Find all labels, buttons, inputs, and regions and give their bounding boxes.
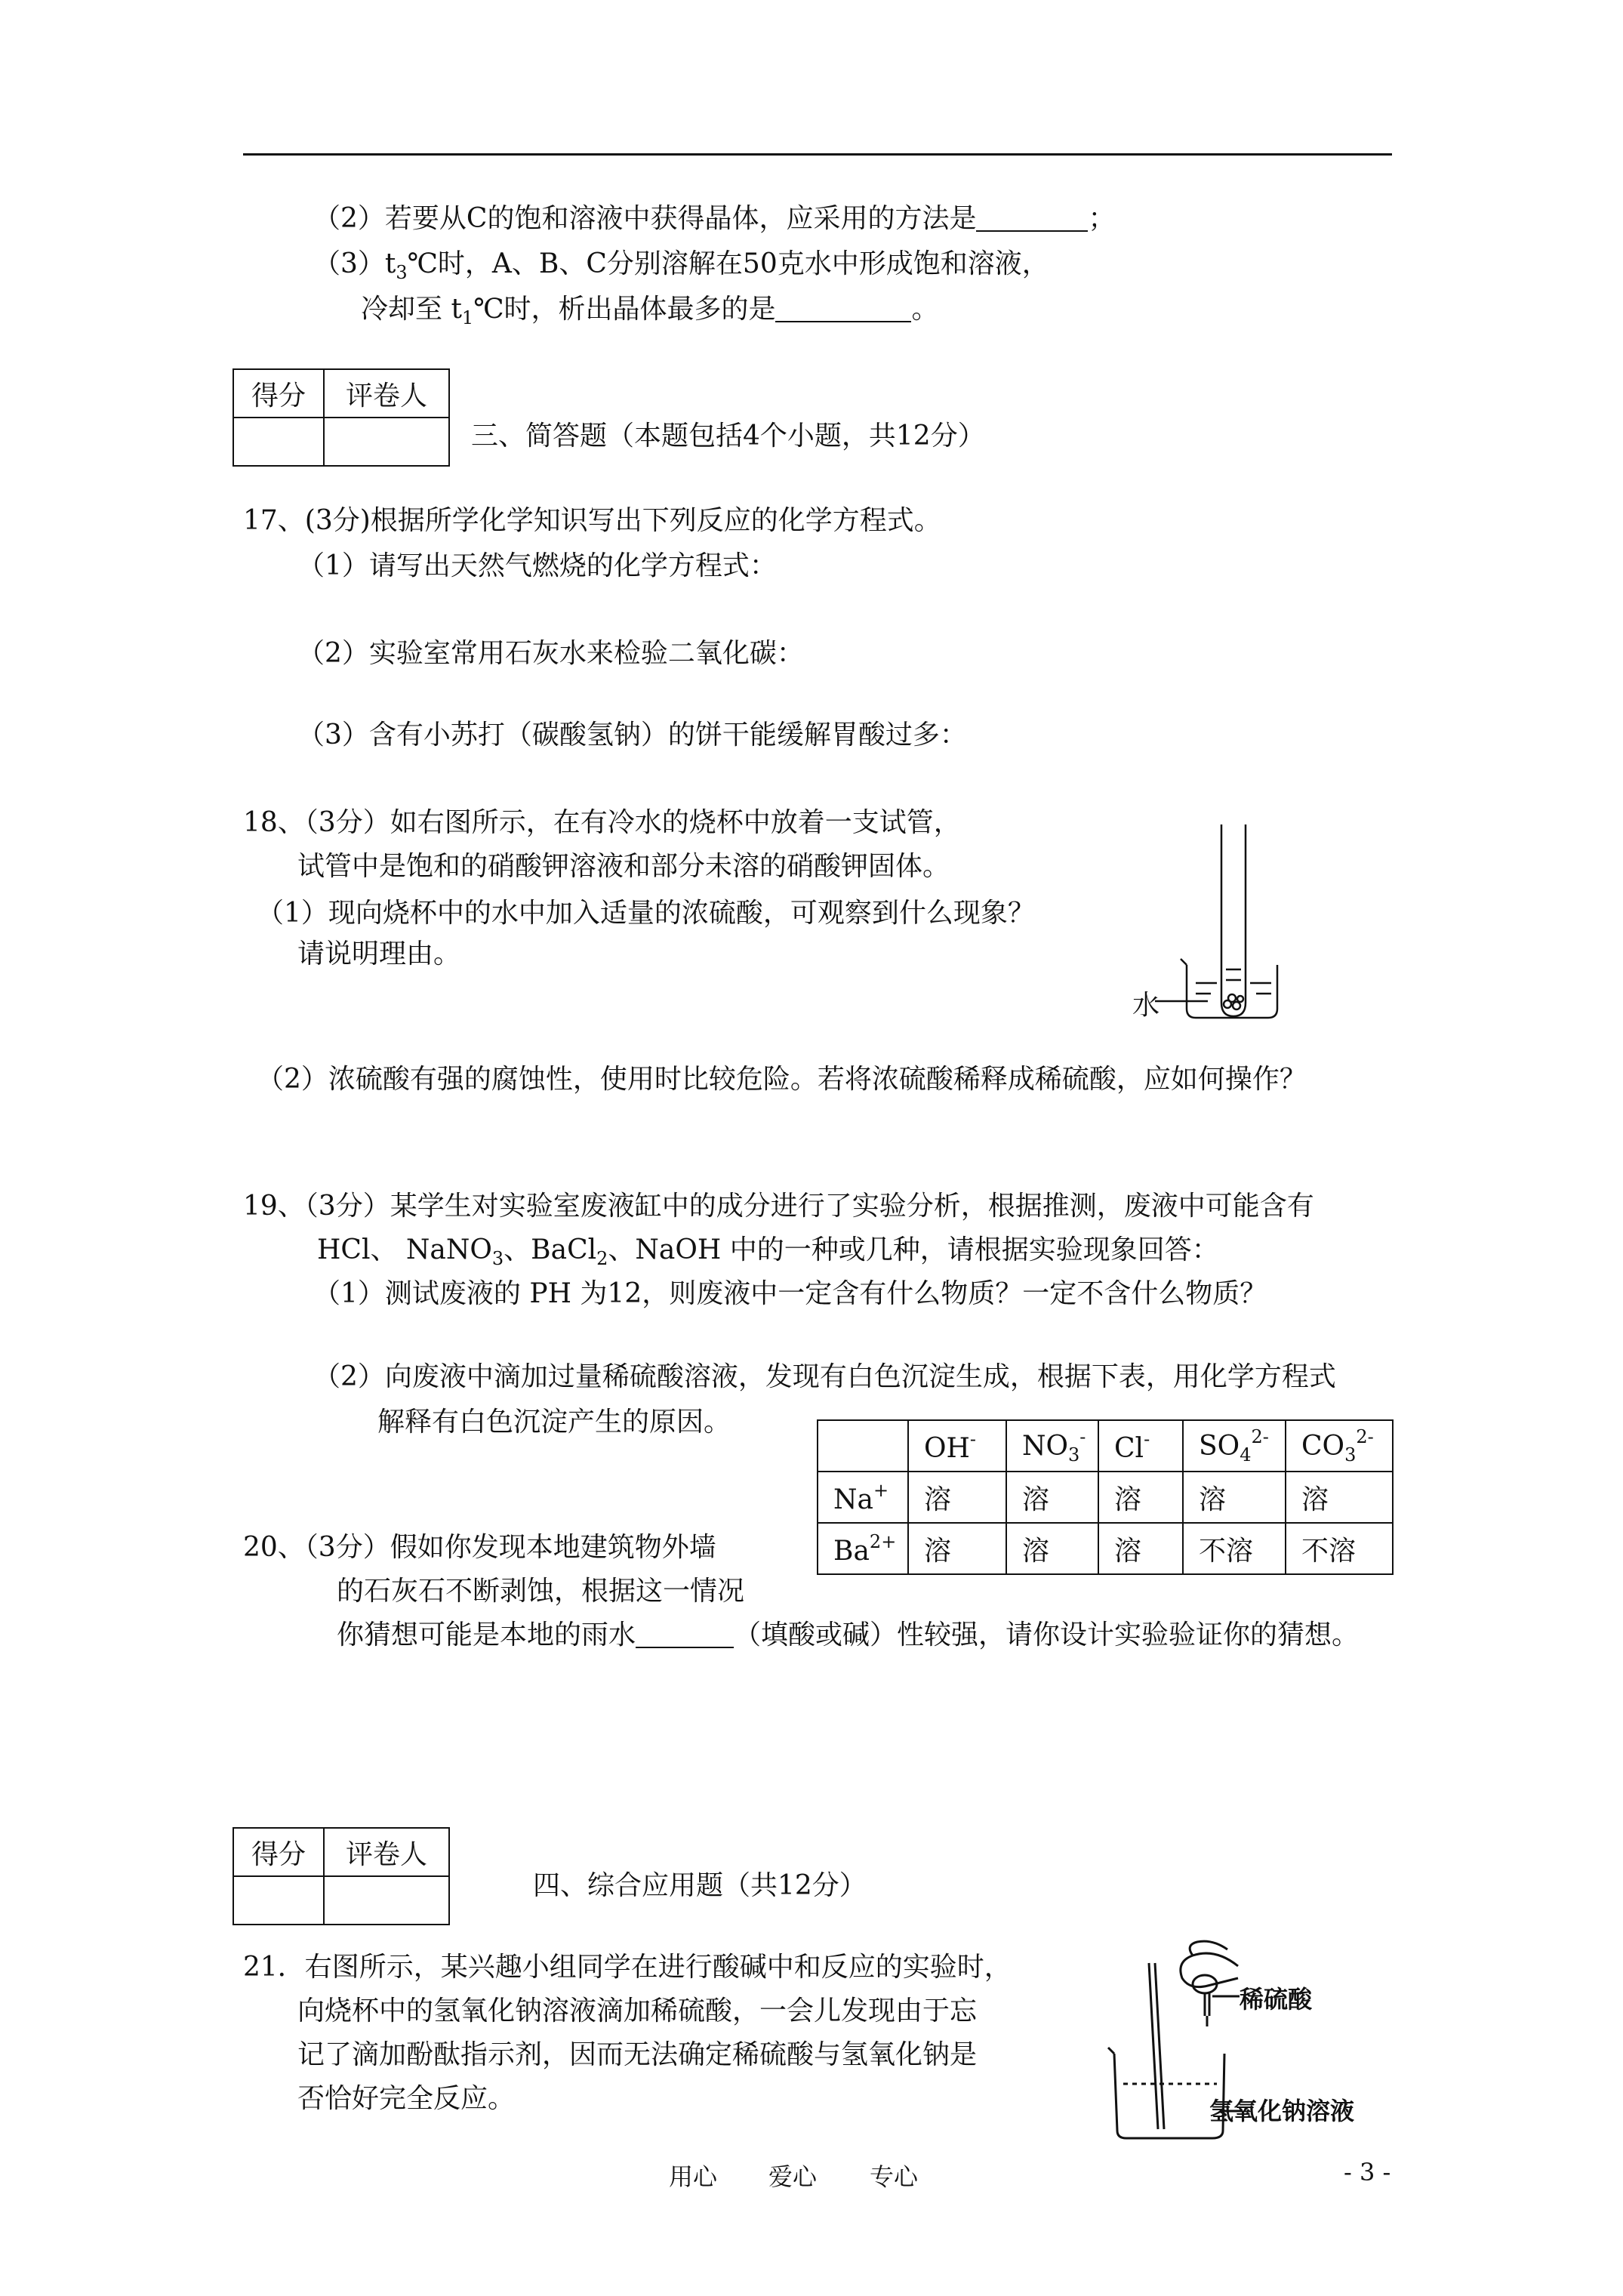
- question-19-stem: 19、（3分）某学生对实验室废液缸中的成分进行了实验分析，根据推测，废液中可能含有: [243, 1191, 1314, 1222]
- question-21-line1: 21．右图所示，某兴趣小组同学在进行酸碱中和反应的实验时，: [243, 1952, 1012, 1983]
- q16-part2: （2）若要从C的饱和溶液中获得晶体，应采用的方法是 ；: [313, 203, 1116, 234]
- score-cell[interactable]: [233, 418, 324, 466]
- table-row-header: $Ba^{2+}$: [818, 1523, 908, 1574]
- table-cell: 溶: [908, 1472, 1006, 1523]
- score-box: [233, 1827, 450, 1925]
- grader-label: 评卷人: [324, 1828, 449, 1876]
- question-18-part1: （1）现向烧杯中的水中加入适量的浓硫酸，可观察到什么现象？: [257, 898, 1035, 929]
- question-21-line3: 记了滴加酚酞指示剂，因而无法确定稀硫酸与氢氧化钠是: [297, 2039, 978, 2070]
- page-number: - 3 -: [1344, 2158, 1391, 2187]
- section-title: 四、综合应用题（共12分）: [533, 1870, 867, 1901]
- q16-part3-cont: 冷却至 $t_1℃$时，析出晶体最多的是 。: [361, 294, 939, 328]
- question-18-stem: 18、（3分）如右图所示，在有冷水的烧杯中放着一支试管，: [243, 807, 961, 838]
- question-18-part1-cont: 请说明理由。: [297, 938, 461, 969]
- table-cell: 溶: [908, 1523, 1006, 1574]
- score-label: 得分: [233, 1828, 324, 1876]
- footer-text: 爱心: [768, 2162, 818, 2191]
- table-cell: 溶: [1006, 1472, 1098, 1523]
- header-rule: [243, 153, 1392, 156]
- question-20-stem-cont: 的石灰石不断剥蚀，根据这一情况: [337, 1576, 745, 1607]
- table-header-row: [818, 1420, 1393, 1472]
- footer-text: 专心: [870, 2162, 919, 2191]
- question-19-stem-cont: HCl、 NaNO$_3$、BaCl$_2$、NaOH 中的一种或几种，请根据实验现象回答：: [317, 1234, 1219, 1269]
- solubility-table: [817, 1419, 1394, 1575]
- question-17-part3: （3）含有小苏打（碳酸氢钠）的饼干能缓解胃酸过多：: [297, 720, 967, 750]
- table-cell: 溶: [1098, 1472, 1183, 1523]
- table-header-cell: OH-: [908, 1420, 1006, 1472]
- table-header-cell: Cl-: [1098, 1420, 1183, 1472]
- table-row: [818, 1472, 1393, 1523]
- grader-cell[interactable]: [324, 418, 449, 466]
- table-header-cell: $CO_3^{2-}$: [1286, 1420, 1393, 1472]
- question-19-part2: （2）向废液中滴加过量稀硫酸溶液，发现有白色沉淀生成，根据下表，用化学方程式: [313, 1361, 1336, 1392]
- answer-blank[interactable]: [976, 203, 1088, 232]
- figure-label-naoh-solution: 氢氧化钠溶液: [1209, 2097, 1355, 2125]
- table-header-cell: $SO_4^{2-}$: [1183, 1420, 1286, 1472]
- question-19-part2-cont: 解释有白色沉淀产生的原因。: [377, 1407, 731, 1438]
- score-box: [233, 368, 450, 467]
- score-cell[interactable]: [233, 1876, 324, 1925]
- table-cell: 溶: [1183, 1472, 1286, 1523]
- footer-text: 用心: [669, 2162, 718, 2191]
- section-title: 三、简答题（本题包括4个小题，共12分）: [471, 421, 985, 451]
- table-header-cell: $NO_3^-$: [1006, 1420, 1098, 1472]
- question-17-stem: 17、(3分)根据所学化学知识写出下列反应的化学方程式。: [243, 505, 941, 536]
- answer-blank[interactable]: [636, 1620, 734, 1648]
- table-row-header: Na+: [818, 1472, 908, 1523]
- score-label: 得分: [233, 369, 324, 418]
- figure-label-water: 水: [1132, 990, 1160, 1021]
- table-cell: 溶: [1098, 1523, 1183, 1574]
- table-corner-cell: [818, 1420, 908, 1472]
- q16-part3: $(3)t_3℃$时，A、B、C分别溶解在50克水中形成饱和溶液，: [313, 248, 1049, 283]
- table-cell: 溶: [1006, 1523, 1098, 1574]
- table-cell: 不溶: [1286, 1523, 1393, 1574]
- question-19-part1: （1）测试废液的 PH 为12，则废液中一定含有什么物质？一定不含什么物质？: [313, 1278, 1267, 1309]
- grader-cell[interactable]: [324, 1876, 449, 1925]
- question-20-stem: 20、（3分）假如你发现本地建筑物外墙: [243, 1532, 716, 1563]
- question-17-part1: （1）请写出天然气燃烧的化学方程式：: [297, 550, 777, 581]
- question-20-question: 你猜想可能是本地的雨水 （填酸或碱）性较强，请你设计实验验证你的猜想。: [337, 1620, 1360, 1650]
- grader-label: 评卷人: [324, 369, 449, 418]
- question-18-part2: （2）浓硫酸有强的腐蚀性，使用时比较危险。若将浓硫酸稀释成稀硫酸，应如何操作？: [257, 1064, 1307, 1095]
- table-cell: 不溶: [1183, 1523, 1286, 1574]
- question-21-line2: 向烧杯中的氢氧化钠溶液滴加稀硫酸，一会儿发现由于忘: [297, 1996, 978, 2026]
- table-row: [818, 1523, 1393, 1574]
- question-18-stem-cont: 试管中是饱和的硝酸钾溶液和部分未溶的硝酸钾固体。: [297, 851, 950, 882]
- table-cell: 溶: [1286, 1472, 1393, 1523]
- question-21-line4: 否恰好完全反应。: [297, 2083, 516, 2114]
- figure-label-dilute-sulfuric-acid: 稀硫酸: [1240, 1985, 1313, 2014]
- answer-blank[interactable]: [775, 294, 911, 322]
- question-17-part2: （2）实验室常用石灰水来检验二氧化碳：: [297, 638, 804, 669]
